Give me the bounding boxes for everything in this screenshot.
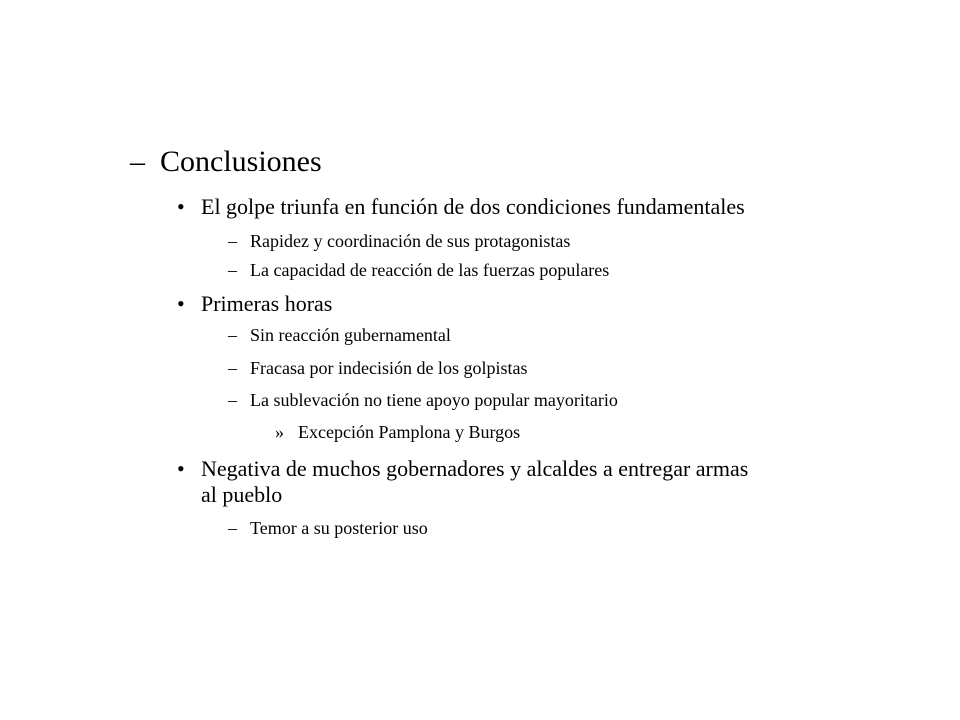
bullet-marker: • <box>177 194 185 219</box>
heading-text: Conclusiones <box>160 145 322 178</box>
sub-item-text: Fracasa por indecisión de los golpistas <box>250 358 528 378</box>
sub-item-text: Rapidez y coordinación de sus protagonistas <box>250 231 571 251</box>
bullet-item-3-continuation <box>201 482 282 508</box>
chevron-marker: » <box>275 422 284 442</box>
sub-item-text: Temor a su posterior uso <box>250 518 428 538</box>
sub-item-text: Sin reacción gubernamental <box>250 325 451 345</box>
dash-marker: – <box>228 518 237 538</box>
dash-marker: – <box>228 231 237 251</box>
sub-item-text: La capacidad de reacción de las fuerzas populares <box>250 260 610 280</box>
bullet-marker: • <box>177 456 185 481</box>
dash-marker: – <box>228 260 237 280</box>
bullet-text-line-2: al pueblo <box>201 482 283 507</box>
bullet-marker: • <box>177 291 185 316</box>
bullet-text: Primeras horas <box>201 291 333 316</box>
bullet-text: El golpe triunfa en función de dos condiciones fundamentales <box>201 194 745 219</box>
dash-marker: – <box>228 325 237 345</box>
heading-dash-marker: – <box>130 145 145 178</box>
bullet-text-line-1: Negativa de muchos gobernadores y alcaldes a entregar armas <box>201 456 749 481</box>
sub-sub-item-text: Excepción Pamplona y Burgos <box>298 422 521 442</box>
sub-item-text: La sublevación no tiene apoyo popular mayoritario <box>250 390 618 410</box>
dash-marker: – <box>228 390 237 410</box>
dash-marker: – <box>228 358 237 378</box>
